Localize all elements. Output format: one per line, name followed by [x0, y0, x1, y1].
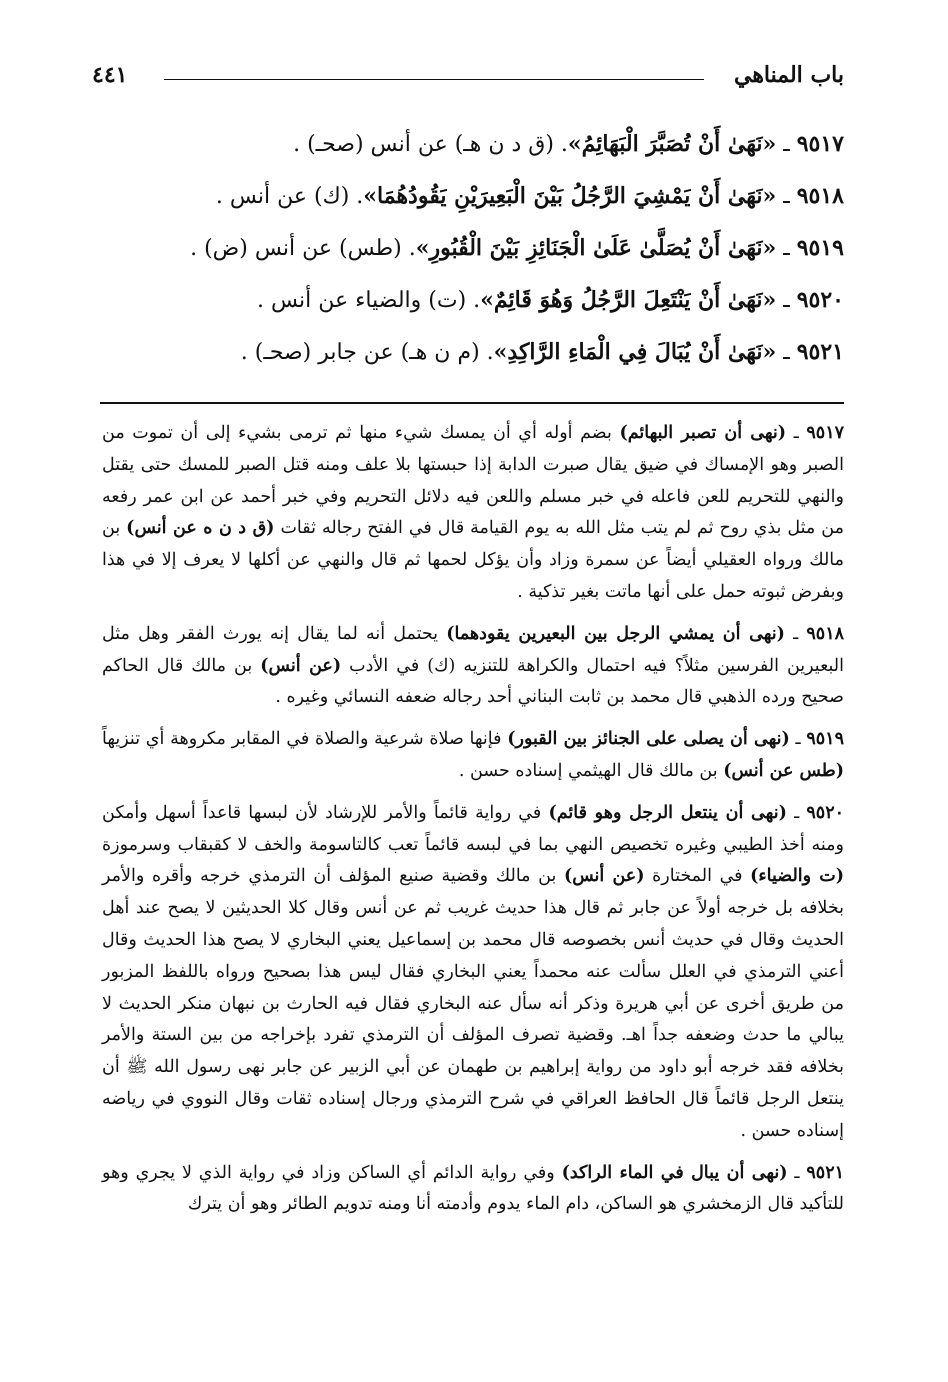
hadith-number: ٩٥١٨ — [796, 183, 844, 209]
commentary-number: ٩٥٢٠ — [806, 802, 845, 823]
commentary-dash: ـ — [787, 1162, 807, 1183]
commentary — [102, 418, 844, 1231]
page-number: ٤٤١ — [92, 62, 128, 88]
page-header — [92, 58, 844, 92]
commentary-heading: (نهى أن ينتعل الرجل وهو قائم) — [548, 802, 787, 823]
commentary-text: بن مالك وقضية صنيع المؤلف أن الترمذي خرجه وأقره والأمر بخلافه بل خرجه أولاً عن جابر ثم قال هذا حديث غريب ثم عن أنس وقال كلا الحديثين لا يصح عند أهل الحديث وقال في حديث أنس بخصوصه قال محمد بن إسماعيل يعني البخاري لا يصح هذا الحديث وقال أعني الترمذي في العلل سألت عنه محمداً يعني البخاري فقال ليس هذا بصحيح ورواه باللفظ المزبور من طريق أخرى عن أبي هريرة وذكر أنه سأل عنه البخاري فقال فيه الحارث بن نبهان منكر الحديث لا يبالي ما حدث وضعفه جداً اهـ. وقضية تصرف المؤلف أن الترمذي تفرد بإخراجه من بين الستة والأمر بخلافه فقد خرجه أبو داود من رواية إبراهيم بن طهمان عن أبي الزبير عن جابر نهى رسول الله ﷺ أن ينتعل الرجل قائماً قال الحافظ العراقي في شرح الترمذي ورجال إسناده ثقات وقال النووي في رياضه إسناده حسن . — [102, 866, 844, 1141]
chapter-title: باب المناهي — [733, 62, 844, 88]
hadith-list — [124, 118, 844, 378]
hadith-text: «نَهَىٰ أَنْ يَنْتَعِلَ الرَّجُلُ وَهُوَ قَائِمٌ» — [480, 287, 777, 313]
commentary-heading: (نهى أن يصلى على الجنائز بين القبور) — [507, 729, 790, 750]
hadith-text: «نَهَىٰ أَنْ تُصَبَّرَ الْبَهَائِمُ» — [567, 131, 777, 157]
hadith-text: «نَهَىٰ أَنْ يَمْشِيَ الرَّجُلُ بَيْنَ الْبَعِيرَيْنِ يَقُودُهُمَا» — [363, 183, 777, 209]
commentary-paragraph — [102, 1158, 844, 1222]
hadith-line — [124, 274, 844, 326]
commentary-dash: ـ — [789, 729, 807, 750]
hadith-source: . (طس) عن أنس (ض) . — [190, 236, 416, 261]
commentary-source: (عن أنس) — [260, 655, 342, 676]
commentary-text: وفي رواية الدائم أي الساكن وزاد في رواية الذي لا يجري وهو للتأكيد قال الزمخشري هو الساكن، دام الماء يدوم وأدمته أنا ومنه تدويم الطائر وهو أن يترك — [102, 1162, 844, 1215]
hadith-dash: ـ — [776, 132, 797, 157]
footnote-separator — [100, 402, 844, 404]
hadith-line — [124, 118, 844, 170]
commentary-text: يحتمل أنه لما يقال إنه يورث الفقر وهل مثل البعيرين الفرسين مثلاً؟ فيه احتمال والكراهة للتنزيه (ك) في الأدب — [102, 623, 844, 676]
commentary-number: ٩٥١٩ — [806, 729, 844, 750]
commentary-number: ٩٥١٧ — [806, 423, 844, 443]
hadith-source: . (ق د ن هـ) عن أنس (صحـ) . — [293, 132, 568, 157]
commentary-source: (ق د ن ه عن أنس) — [126, 518, 275, 539]
hadith-line — [124, 170, 844, 222]
commentary-paragraph — [102, 619, 844, 714]
commentary-text: بن مالك ورواه العقيلي أيضاً عن سمرة وزاد وأن يؤكل لحمها ثم قال والنهي عن أكلها لا يعرف إلا في هذا وبفرض ثبوته حمل على أنها ماتت بغير تذكية . — [102, 518, 844, 602]
hadith-source: . (م ن هـ) عن جابر (صحـ) . — [240, 340, 494, 365]
hadith-dash: ـ — [776, 184, 797, 209]
commentary-source: (طس عن أنس) — [723, 760, 844, 781]
hadith-number: ٩٥٢١ — [796, 339, 844, 365]
commentary-text: بضم أوله أي أن يمسك شيء منها ثم ترمى بشيء إلى أن تموت من الصبر وهو الإمساك في ضيق يقال صبرت الدابة إذا حبستها بلا علف ومنه قتل الصبر للمسك حتى يقتل والنهي للتحريم للعن فاعله في خبر مسلم واللعن فيه دلائل التحريم وفي خبر أحمد عن ابن عمر رفعه من مثل بذي روح ثم لم يتب مثل الله به يوم القيامة قال في الفتح رجاله ثقات — [102, 423, 844, 539]
hadith-dash: ـ — [776, 288, 797, 313]
commentary-text: في المختارة — [644, 866, 751, 887]
hadith-line — [124, 326, 844, 378]
header-rule — [164, 79, 704, 80]
commentary-dash: ـ — [786, 802, 807, 823]
commentary-heading: (نهى أن تصبر البهائم) — [619, 423, 787, 443]
commentary-text: بن مالك قال الحاكم صحيح ورده الذهبي قال محمد بن ثابت البناني أحد رجاله ضعفه النسائي وغيره . — [102, 655, 844, 708]
commentary-text: في رواية قائماً والأمر للإرشاد لأن لبسها قاعداً أسهل وأمكن ومنه أخذ الطيبي وغيره تخصيص النهي بما في لبسه قائماً تعب كالتاسومة والخف لا كقبقاب وسرموزة — [102, 802, 844, 855]
hadith-source: . (ت) والضياء عن أنس . — [256, 288, 481, 313]
commentary-paragraph — [102, 798, 844, 1148]
hadith-number: ٩٥٢٠ — [796, 287, 844, 313]
hadith-number: ٩٥١٩ — [796, 235, 844, 261]
commentary-heading: (نهى أن يمشي الرجل بين البعيرين يقودهما) — [446, 623, 785, 644]
hadith-dash: ـ — [776, 340, 797, 365]
commentary-number: ٩٥١٨ — [806, 623, 844, 644]
commentary-heading: (نهى أن يبال في الماء الراكد) — [561, 1162, 788, 1183]
hadith-text: «نَهَىٰ أَنْ يُبَالَ فِي الْمَاءِ الرَّاكِدِ» — [493, 339, 777, 365]
commentary-source: (ت والضياء) — [750, 866, 845, 887]
hadith-text: «نَهَىٰ أَنْ يُصَلَّىٰ عَلَىٰ الْجَنَائِزِ بَيْنَ الْقُبُورِ» — [415, 235, 777, 261]
hadith-dash: ـ — [776, 236, 797, 261]
hadith-line — [124, 222, 844, 274]
commentary-paragraph — [102, 418, 844, 609]
hadith-number: ٩٥١٧ — [796, 131, 844, 157]
commentary-dash: ـ — [784, 623, 807, 644]
commentary-source: (عن أنس) — [563, 866, 645, 887]
commentary-number: ٩٥٢١ — [806, 1162, 845, 1183]
commentary-paragraph — [102, 724, 844, 788]
commentary-dash: ـ — [786, 423, 807, 443]
hadith-source: . (ك) عن أنس . — [215, 184, 364, 209]
commentary-text: فإنها صلاة شرعية والصلاة في المقابر مكروهة أي تنزيهاً — [102, 729, 508, 750]
commentary-text: بن مالك قال الهيثمي إسناده حسن . — [458, 760, 724, 781]
